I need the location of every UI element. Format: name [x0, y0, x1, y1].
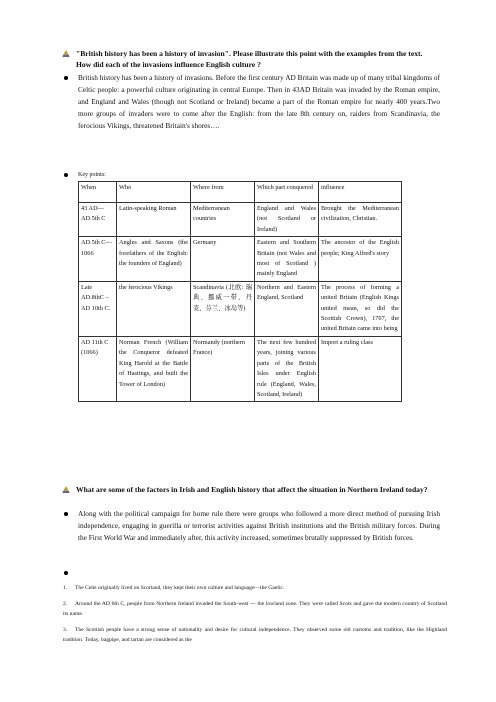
bullet-icon	[64, 173, 68, 177]
footnote-2: 2. Around the AD 6th C, people from Northern Ireland invaded the South-west --- the lowland zone. They were called Scots and gave the modern country of Scotland its name.	[63, 601, 447, 617]
question-marker-icon	[61, 49, 71, 58]
header-when: When	[79, 182, 117, 203]
footnote-1: 1. The Celts originally lived on Scotland, they kept their own culture and language—the Gaelic.	[63, 585, 285, 591]
cell-influence: The process of forming a united Britain (English Kings united mean, so did the Scottish Crown), 1707, the united Britain came into being	[319, 281, 402, 336]
bullet-icon	[64, 76, 68, 80]
cell-influence: Brought the Mediterranean civilization, Christian.	[319, 203, 402, 237]
cell-which-part: Northern and Eastern England, Scotland	[255, 281, 319, 336]
table-header-row	[79, 182, 402, 203]
cell-influence: Import a ruling class	[319, 336, 402, 401]
cell-who: Latin-speaking Roman	[117, 203, 191, 237]
cell-which-part: Eastern and Southern Britain (not Wales and most of Scotland ) mainly England	[255, 237, 319, 282]
key-points-label: Key points:	[78, 171, 106, 179]
question-1: "British history has been a history of invasion". Please illustrate this point with the examples from the text. How did each of the invasions influence English culture ?	[76, 48, 436, 71]
table-row	[79, 203, 402, 237]
paragraph-invasions: British history has been a history of invasions. Before the first century AD Britain was made up of many tribal kingdoms of Celtic people: a powerful culture originating in central Europe. Then in 43AD Britain was invaded by the Roman empire, and England and Wales (though not Scotland or Ireland) became a part of the Roman empire for nearly 400 years.Two more groups of invaders were to come after the English: from the late 8th century on, raiders from Scandinavia, the ferocious Vikings, threatened Britain's shores….	[78, 72, 440, 132]
question-2: What are some of the factors in Irish and English history that affect the situation in Northern Ireland today?	[76, 484, 436, 495]
cell-when: AD.5th C—1066	[79, 237, 117, 282]
cell-influence: The ancestor of the English people; King Alfred's story	[319, 237, 402, 282]
footnote-3: 3. The Scottish people have a strong sense of nationality and desire for cultural independence. They observed some old customs and tradition, like the Highland tradition. Today, bagpipe, and tartan are considered as the	[63, 627, 447, 643]
header-who: Who	[117, 182, 191, 203]
cell-who: Norman French (William the Conqueror defeated King Harold at the Battle of Hastings, and built the Tower of London)	[117, 336, 191, 401]
question-marker-icon	[61, 485, 71, 494]
cell-who: the ferocious Vikings	[117, 281, 191, 336]
cell-when: Late AD.8thC – AD 10th C.	[79, 281, 117, 336]
bullet-icon	[64, 512, 68, 516]
table-row	[79, 336, 402, 401]
bullet-icon	[64, 571, 68, 575]
header-influence: influence	[319, 182, 402, 203]
cell-which-part: England and Wales (not Scotland or Ireland)	[255, 203, 319, 237]
cell-which-part: The next few hundred years, joining various parts of the British Isles under English rule (England, Wales, Scotland, Ireland)	[255, 336, 319, 401]
table-row	[79, 281, 402, 336]
cell-where-from: Mediterranean countries	[191, 203, 255, 237]
cell-where-from: Germany	[191, 237, 255, 282]
cell-when: 43 AD—AD.5th C	[79, 203, 117, 237]
cell-where-from: Normandy (northern France)	[191, 336, 255, 401]
invasions-table	[78, 181, 402, 402]
cell-when: AD 11th C (1066)	[79, 336, 117, 401]
header-which-part: Which part conquered	[255, 182, 319, 203]
cell-who: Angles and Saxons (the forefathers of the English: the founders of England)	[117, 237, 191, 282]
header-where-from: Where from	[191, 182, 255, 203]
cell-where-from: Scandinavia (北欧: 瑞典、挪威一带、丹麦、芬兰、冰岛等)	[191, 281, 255, 336]
paragraph-northern-ireland: Along with the political campaign for home rule there were groups who followed a more direct method of pursuing Irish independence, engaging in guerilla or terrorist activities against British institutions and the British military forces. During the First World War and immediately after, this activity increased, sometimes brutally suppressed by British forces.	[78, 508, 440, 544]
table-row	[79, 237, 402, 282]
